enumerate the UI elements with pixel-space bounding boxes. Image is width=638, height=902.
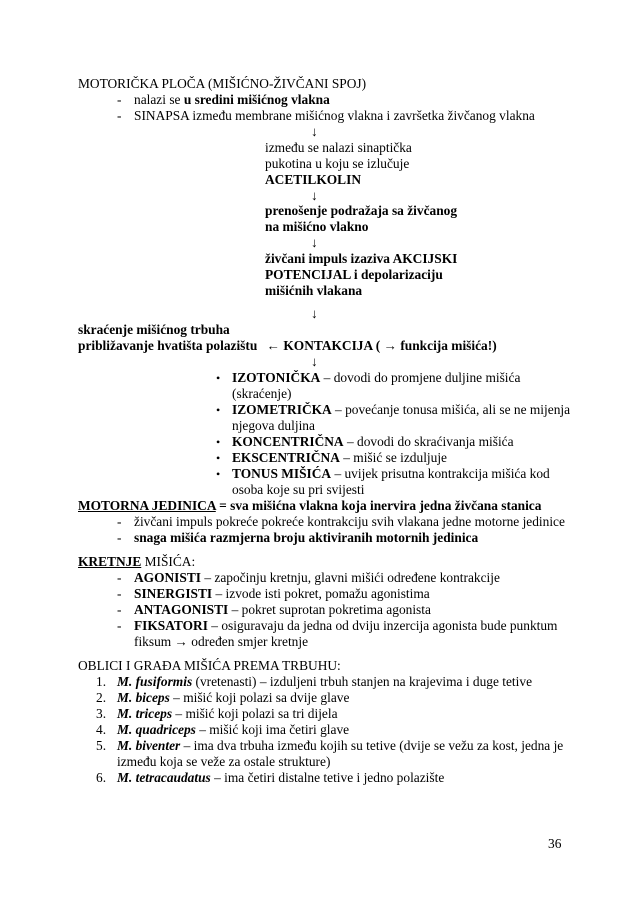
page-number: 36 xyxy=(548,836,562,851)
list-item xyxy=(232,402,570,418)
dash-marker: - xyxy=(117,618,122,633)
kontrakcija-heading: ← KONTAKCIJA ( → funkcija mišića!) xyxy=(266,338,497,353)
chain-text-bold: prenošenje podražaja sa živčanog xyxy=(265,203,458,218)
list-item: živčani impuls pokreće pokreće kontrakciju svih vlakana jedne motorne jedinice xyxy=(134,514,565,529)
term-desc: – izvode isti pokret, pomažu agonistima xyxy=(212,586,430,601)
text: nalazi se xyxy=(134,92,184,107)
list-item xyxy=(117,690,349,706)
down-arrow: ↓ xyxy=(311,306,318,321)
bullet-marker: • xyxy=(216,451,221,465)
list-item xyxy=(117,706,338,722)
chain-text: pukotina u koju se izlučuje xyxy=(265,156,410,171)
bold-text: = sva mišićna vlakna koja inervira jedna živčana stanica xyxy=(215,498,542,513)
list-number: 4. xyxy=(96,722,107,737)
list-item xyxy=(232,434,514,450)
left-note xyxy=(78,338,497,354)
term-desc: – osiguravaju da jedna od dviju inzercija agonista bude punktum xyxy=(207,618,558,633)
term-desc: – mišić koji ima četiri glave xyxy=(195,722,350,737)
section-title-motoricka-ploca: MOTORIČKA PLOČA (MIŠIĆNO-ŽIVČANI SPOJ) xyxy=(78,76,367,91)
bullet-marker: • xyxy=(216,403,221,417)
bold-italic-term: M. quadriceps xyxy=(117,722,196,737)
chain-text-bold: ACETILKOLIN xyxy=(265,172,361,187)
dash-marker: - xyxy=(117,92,122,107)
list-item xyxy=(117,770,444,786)
bold-text: u sredini mišićnog vlakna xyxy=(183,92,330,107)
bold-term: AGONISTI xyxy=(134,570,201,585)
list-item-cont: fiksum → određen smjer kretnje xyxy=(134,634,309,649)
bold-term: TONUS MIŠIĆA xyxy=(232,466,332,481)
bold-term: IZOTONIČKA xyxy=(232,370,321,385)
bold-italic-term: M. biceps xyxy=(117,690,170,705)
left-note-text: približavanje hvatišta polazištu xyxy=(78,338,258,353)
bold-italic-term: M. fusiformis xyxy=(117,674,193,689)
down-arrow: ↓ xyxy=(311,124,318,139)
term-desc: – ima dva trbuha između kojih su tetive (dvije se vežu za kost, jedna je xyxy=(180,738,564,753)
term-desc: – pokret suprotan pokretima agonista xyxy=(228,602,431,617)
list-number: 3. xyxy=(96,706,107,721)
term-desc: – povećanje tonusa mišića, ali se ne mijenja xyxy=(331,402,571,417)
list-item xyxy=(232,466,550,482)
list-item: SINAPSA između membrane mišićnog vlakna i završetka živčanog vlakna xyxy=(134,108,535,123)
term-desc: – dovodi do promjene duljine mišića xyxy=(320,370,521,385)
left-note: skraćenje mišićnog trbuha xyxy=(78,322,230,337)
dash-marker: - xyxy=(117,570,122,585)
text: MIŠIĆA: xyxy=(141,554,196,569)
list-item xyxy=(117,674,532,690)
dash-marker: - xyxy=(117,602,122,617)
dash-marker: - xyxy=(117,108,122,123)
chain-text-bold: živčani impuls izaziva AKCIJSKI xyxy=(265,251,458,266)
bold-italic-term: M. tetracaudatus xyxy=(117,770,211,785)
list-item xyxy=(232,370,520,386)
list-number: 6. xyxy=(96,770,107,785)
section-title-oblici: OBLICI I GRAĐA MIŠIĆA PREMA TRBUHU: xyxy=(78,658,341,673)
term-desc: – uvijek prisutna kontrakcija mišića kod xyxy=(331,466,550,481)
down-arrow: ↓ xyxy=(311,235,318,250)
chain-text-bold: na mišićno vlakno xyxy=(265,219,369,234)
term-desc: – mišić koji polazi sa tri dijela xyxy=(172,706,338,721)
bold-italic-term: M. biventer xyxy=(117,738,181,753)
chain-text-bold: mišićnih vlakana xyxy=(265,283,363,298)
list-number: 5. xyxy=(96,738,107,753)
chain-text-bold: POTENCIJAL i depolarizaciju xyxy=(265,267,443,282)
down-arrow: ↓ xyxy=(311,188,318,203)
list-item xyxy=(134,586,430,602)
bold-underlined-term: MOTORNA JEDINICA xyxy=(78,498,216,513)
bold-term: FIKSATORI xyxy=(134,618,208,633)
bold-term: EKSCENTRIČNA xyxy=(232,450,340,465)
dash-marker: - xyxy=(117,530,122,545)
dash-marker: - xyxy=(117,586,122,601)
list-number: 2. xyxy=(96,690,107,705)
list-item xyxy=(134,92,330,108)
bullet-marker: • xyxy=(216,435,221,449)
term-desc: – dovodi do skraćivanja mišića xyxy=(343,434,514,449)
bold-term: IZOMETRIČKA xyxy=(232,402,332,417)
dash-marker: - xyxy=(117,514,122,529)
list-item xyxy=(117,722,349,738)
list-item-cont: osoba koje su pri svijesti xyxy=(232,482,365,497)
bold-term: ANTAGONISTI xyxy=(134,602,229,617)
term-desc: – mišić koji polazi sa dvije glave xyxy=(169,690,350,705)
section-title-motorna-jedinica xyxy=(78,498,541,514)
term-desc: – započinju kretnju, glavni mišići određene kontrakcije xyxy=(200,570,500,585)
list-item: snaga mišića razmjerna broju aktiviranih motornih jedinica xyxy=(134,530,479,545)
bold-italic-term: M. triceps xyxy=(117,706,173,721)
term-desc: (vretenasti) – izduljeni trbuh stanjen na krajevima i duge tetive xyxy=(192,674,533,689)
down-arrow: ↓ xyxy=(311,354,318,369)
bullet-marker: • xyxy=(216,371,221,385)
list-item-cont: njegova duljina xyxy=(232,418,315,433)
list-item xyxy=(134,618,557,634)
list-item xyxy=(134,570,500,586)
bold-term: KONCENTRIČNA xyxy=(232,434,344,449)
list-item xyxy=(134,602,431,618)
bold-term: SINERGISTI xyxy=(134,586,213,601)
list-item xyxy=(232,450,447,466)
section-title-kretnje xyxy=(78,554,195,570)
bold-underlined-term: KRETNJE xyxy=(78,554,142,569)
term-desc: – ima četiri distalne tetive i jedno polazište xyxy=(210,770,445,785)
list-item-cont: (skraćenje) xyxy=(232,386,292,401)
list-item xyxy=(117,738,563,754)
bullet-marker: • xyxy=(216,467,221,481)
term-desc: – mišić se izduljuje xyxy=(339,450,447,465)
chain-text: između se nalazi sinaptička xyxy=(265,140,412,155)
list-number: 1. xyxy=(96,674,107,689)
list-item-cont: između koja se veže za ostale strukture) xyxy=(117,754,331,769)
